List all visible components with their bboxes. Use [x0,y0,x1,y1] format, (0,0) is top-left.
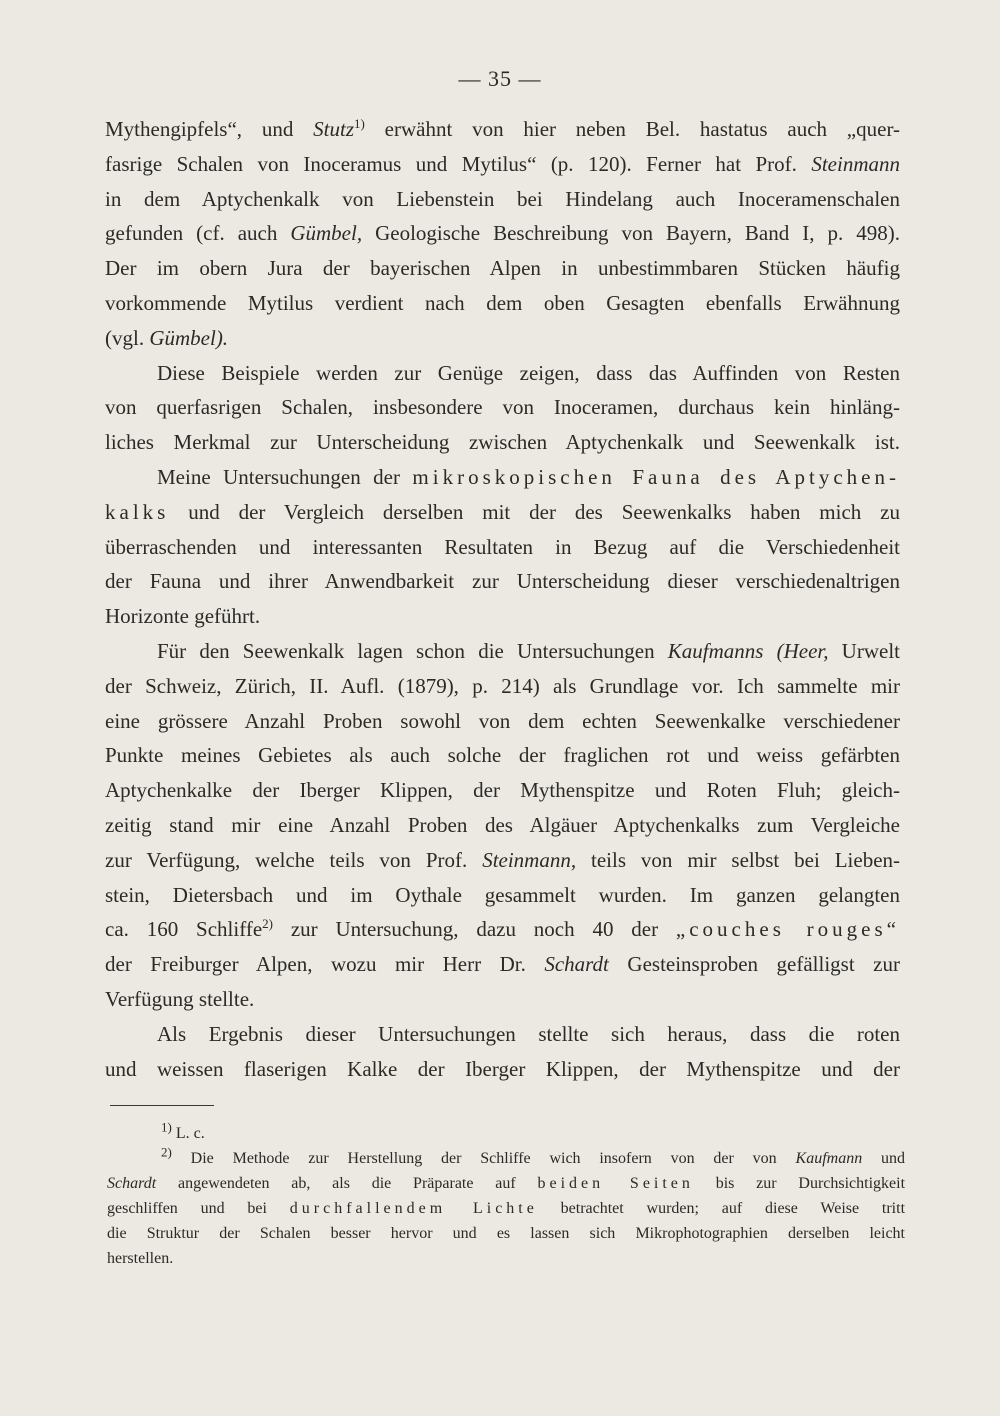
text-line: Mythengipfels“, und Stutz$^{1)}$ erwähnt von hier neben Bel. hastatus auch „quer- [105,116,901,141]
text-line: Aptychenkalke der Iberger Klippen, der Mythenspitze und Roten Fluh; gleich- [105,778,900,803]
paragraph [105,356,900,460]
text-line: überraschenden und interessanten Resultaten in Bezug auf die Verschiedenheit [105,534,900,559]
text-line: Horizonte geführt. [105,604,261,629]
text-line: Punkte meines Gebietes als auch solche der fraglichen rot und weiss gefärbten [105,743,900,768]
text-line: die Struktur der Schalen besser hervor und es lassen sich Mikrophotographien derselben leicht [107,1225,905,1242]
text-line: eine grössere Anzahl Proben sowohl von dem echten Seewenkalke verschiedener [105,708,900,733]
text-line: Diese Beispiele werden zur Genüge zeigen, dass das Auffinden von Resten [157,360,900,385]
text-line: Schardt angewendeten ab, als die Präparate auf beiden Seiten bis zur Durchsichtigkeit [107,1175,906,1192]
page-number: — 35 — [458,66,542,91]
text-line: zeitig stand mir eine Anzahl Proben des Algäuer Aptychenkalks zum Vergleiche [105,812,900,837]
footnote-divider [110,1105,214,1106]
body-text [105,112,900,1086]
text-line: und weissen flaserigen Kalke der Iberger Klippen, der Mythenspitze und der [105,1056,900,1081]
text-line: gefunden (cf. auch Gümbel, Geologische Beschreibung von Bayern, Band I, p. 498). [105,221,900,246]
text-line: fasrige Schalen von Inoceramus und Mytilus“ (p. 120). Ferner hat Prof. Steinmann [105,151,900,176]
text-line: von querfasrigen Schalen, insbesondere von Inoceramen, durchaus kein hinläng- [105,395,900,420]
text-line: kalks und der Vergleich derselben mit der des Seewenkalks haben mich zu [105,499,900,524]
text-line: stein, Dietersbach und im Oythale gesammelt wurden. Im ganzen gelangten [105,882,900,907]
text-line: in dem Aptychenkalk von Liebenstein bei Hindelang auch Inoceramenschalen [105,186,900,211]
text-line: geschliffen und bei durchfallendem Lichte betrachtet wurden; auf diese Weise tritt [107,1200,906,1217]
text-line: der Freiburger Alpen, wozu mir Herr Dr. Schardt Gesteinsproben gefälligst zur [105,952,900,977]
text-line: Der im obern Jura der bayerischen Alpen in unbestimmbaren Stücken häufig [105,256,900,281]
text-line: ca. 160 Schliffe$^{2)}$ zur Untersuchung, dazu noch 40 der „couches rouges“ [105,916,900,942]
text-line: Für den Seewenkalk lagen schon die Untersuchungen Kaufmanns (Heer, Urwelt [157,638,900,663]
text-line: der Fauna und ihrer Anwendbarkeit zur Unterscheidung dieser verschiedenaltrigen [105,569,900,594]
text-line: Verfügung stellte. [105,986,255,1011]
paragraph [105,112,900,356]
footnotes [107,1121,905,1271]
paragraph [105,1017,900,1087]
text-line: zur Verfügung, welche teils von Prof. Steinmann, teils von mir selbst bei Lieben- [105,847,901,872]
footnote-1: $^{1)}$ L. c. [161,1119,205,1142]
paragraph [105,634,900,1017]
text-line: der Schweiz, Zürich, II. Aufl. (1879), p. 214) als Grundlage vor. Ich sammelte mir [105,673,900,698]
paragraph [105,460,900,634]
text-line: vorkommende Mytilus verdient nach dem oben Gesagten ebenfalls Erwähnung [105,290,900,315]
text-line: herstellen. [107,1250,174,1267]
text-line: liches Merkmal zur Unterscheidung zwischen Aptychenkalk und Seewenkalk ist. [105,430,900,455]
text-line: (vgl. Gümbel). [105,325,229,350]
text-line: $^{2)}$ Die Methode zur Herstellung der Schliffe wich insofern von der von Kaufmann und [161,1144,906,1167]
footnote-2 [107,1146,905,1271]
text-line: Als Ergebnis dieser Untersuchungen stellte sich heraus, dass die roten [157,1021,900,1046]
text-line: Meine Untersuchungen der mikroskopischen Fauna des Aptychen- [157,464,900,489]
